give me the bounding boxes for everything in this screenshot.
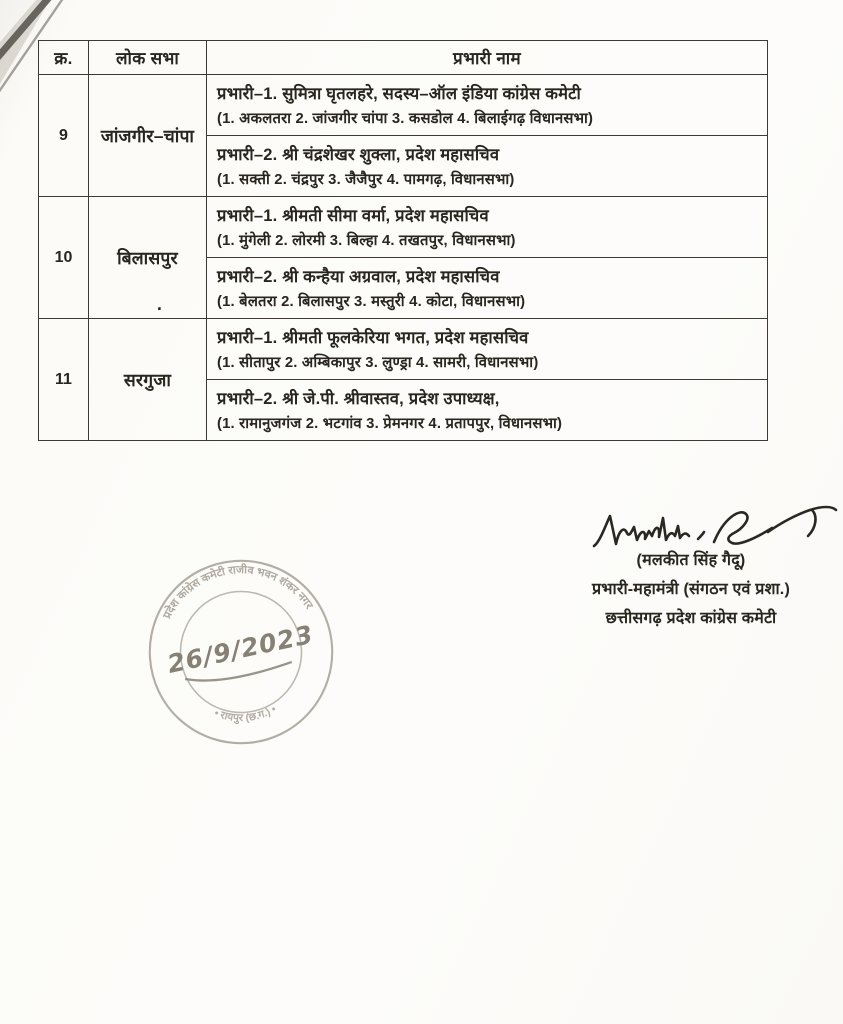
table-header-row <box>39 41 768 75</box>
incharge-entry <box>207 75 768 136</box>
lok-sabha-label: बिलासपुर <box>117 247 178 268</box>
incharge-line: प्रभारी–2. श्री चंद्रशेखर शुक्ला, प्रदेश महासचिव <box>217 145 500 164</box>
incharge-entry <box>207 380 768 441</box>
serial-number: 11 <box>39 319 89 441</box>
table-row <box>39 75 768 136</box>
header-lok-sabha: लोक सभा <box>89 41 207 75</box>
stamp-handwritten-date: 26/9/2023 <box>164 619 317 679</box>
assemblies-line: (1. सक्ती 2. चंद्रपुर 3. जैजैपुर 4. पामगढ़, विधानसभा) <box>217 171 515 188</box>
incharge-line: प्रभारी–1. सुमित्रा घृतलहरे, सदस्य–ऑल इंडिया कांग्रेस कमेटी <box>217 84 581 103</box>
stamp-ring-text-top: प्रदेश कांग्रेस कमेटी राजीव भवन शंकर नगर <box>161 564 315 621</box>
table-row <box>39 319 768 380</box>
signatory-title: प्रभारी-महामंत्री (संगठन एवं प्रशा.) <box>592 581 790 598</box>
assemblies-line: (1. मुंगेली 2. लोरमी 3. बिल्हा 4. तखतपुर, विधानसभा) <box>217 232 516 249</box>
incharge-line: प्रभारी–2. श्री कन्हैया अग्रवाल, प्रदेश महासचिव <box>217 267 500 286</box>
assemblies-line: (1. रामानुजगंज 2. भटगांव 3. प्रेमनगर 4. प्रतापपुर, विधानसभा) <box>217 415 563 432</box>
incharge-line: प्रभारी–1. श्रीमती सीमा वर्मा, प्रदेश महासचिव <box>217 206 489 225</box>
lok-sabha-name: जांजगीर–चांपा <box>89 75 207 197</box>
svg-text:प्रदेश कांग्रेस कमेटी राजीव भव <box>157 557 315 622</box>
lok-sabha-name: सरगुजा <box>89 319 207 441</box>
serial-number: 9 <box>39 75 89 197</box>
stamp-ring-text-bottom: • रायपुर (छ.ग.) • <box>212 703 279 725</box>
header-serial: क्र. <box>39 41 89 75</box>
incharge-entry <box>207 197 768 258</box>
signatory-organization: छत्तीसगढ़ प्रदेश कांग्रेस कमेटी <box>605 610 777 627</box>
signature-block <box>540 496 842 628</box>
assemblies-line: (1. बेलतरा 2. बिलासपुर 3. मस्तुरी 4. कोटा, विधानसभा) <box>217 293 526 310</box>
incharge-assignment-table <box>38 40 768 441</box>
incharge-line: प्रभारी–1. श्रीमती फूलकेरिया भगत, प्रदेश महासचिव <box>217 328 529 347</box>
lok-sabha-name: बिलासपुर . <box>89 197 207 319</box>
stamp-graphic <box>137 549 346 754</box>
table-row <box>39 197 768 258</box>
signatory-name: (मलकीत सिंह गैदू) <box>636 552 746 569</box>
round-office-stamp <box>137 549 346 754</box>
assemblies-line: (1. सीतापुर 2. अम्बिकापुर 3. लुण्ड्रा 4. सामरी, विधानसभा) <box>217 354 539 371</box>
incharge-entry <box>207 136 768 197</box>
assemblies-line: (1. अकलतरा 2. जांजगीर चांपा 3. कसडोल 4. बिलाईगढ़ विधानसभा) <box>217 110 594 127</box>
handwritten-signature <box>586 496 842 552</box>
header-incharge-name: प्रभारी नाम <box>207 41 768 75</box>
svg-text:• रायपुर (छ.ग.) • <box>212 703 280 727</box>
incharge-line: प्रभारी–2. श्री जे.पी. श्रीवास्तव, प्रदेश उपाध्यक्ष, <box>217 389 500 408</box>
incharge-entry <box>207 258 768 319</box>
incharge-entry <box>207 319 768 380</box>
serial-number: 10 <box>39 197 89 319</box>
